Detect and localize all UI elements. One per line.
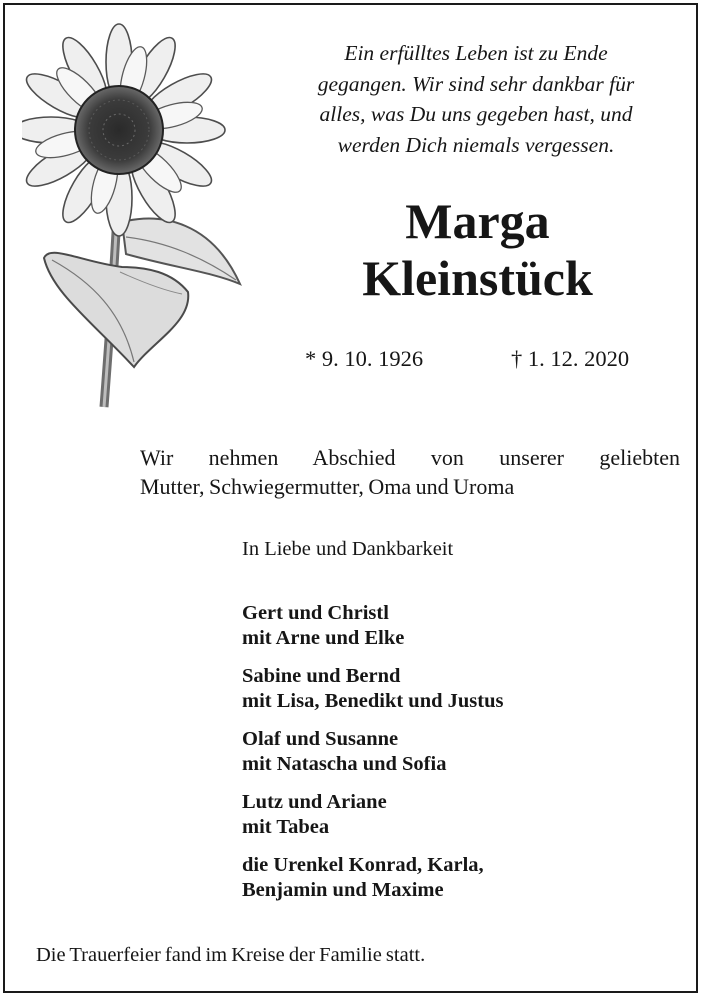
poem-line: Ein erfülltes Leben ist zu Ende (344, 41, 608, 65)
poem-line: werden Dich niemals vergessen. (337, 132, 615, 157)
farewell-text (140, 443, 680, 501)
first-name: Marga (405, 193, 550, 249)
family-line: Lutz und Ariane (242, 791, 387, 813)
family-group (242, 664, 662, 714)
closing-phrase: In Liebe und Dankbarkeit (242, 538, 454, 560)
family-line: Benjamin und Maxime (242, 879, 444, 901)
poem-line: gegangen. Wir sind sehr dankbar für (317, 71, 635, 96)
farewell-line: Mutter, Schwiegermutter, Oma und Uroma (140, 474, 515, 499)
family-line: Sabine und Bernd (242, 665, 401, 687)
family-group (242, 853, 662, 903)
poem-verse (282, 38, 670, 160)
family-line: Olaf und Susanne (242, 728, 399, 750)
deceased-name (290, 193, 665, 307)
poem-line: alles, was Du uns gegeben hast, und (319, 102, 633, 126)
death-date: † 1. 12. 2020 (511, 346, 630, 371)
birth-date: * 9. 10. 1926 (305, 346, 424, 371)
family-line: mit Arne und Elke (242, 627, 405, 649)
family-line: Gert und Christl (242, 602, 389, 624)
family-line: mit Lisa, Benedikt und Justus (242, 690, 504, 712)
sunflower-illustration (22, 22, 262, 412)
family-line: mit Natascha und Sofia (242, 753, 447, 775)
farewell-line: Wir nehmen Abschied von unserer geliebten (140, 445, 680, 470)
last-name: Kleinstück (362, 250, 593, 306)
family-group (242, 601, 662, 651)
family-group (242, 727, 662, 777)
family-line: die Urenkel Konrad, Karla, (242, 854, 484, 876)
funeral-note: Die Trauerfeier fand im Kreise der Familie statt. (36, 944, 426, 966)
family-group (242, 790, 662, 840)
family-line: mit Tabea (242, 816, 330, 838)
family-list (242, 601, 662, 916)
